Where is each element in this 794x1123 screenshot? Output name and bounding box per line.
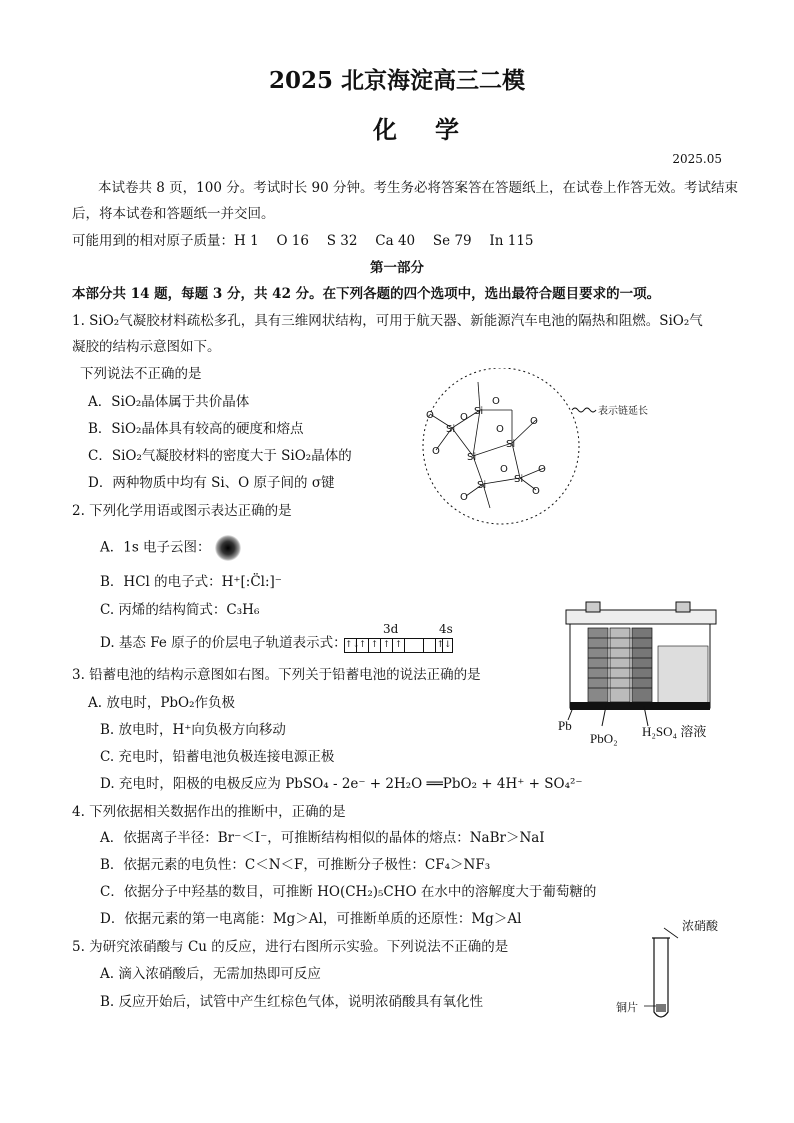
q2-option-b: B．HCl 的电子式：H⁺[:C̈l:]⁻ (100, 574, 282, 590)
label-pb: Pb (558, 718, 572, 733)
atom-si: Si (514, 474, 524, 485)
chain-extension-legend: 表示链延长 (598, 406, 648, 417)
q3-stem: 3. 铅蓄电池的结构示意图如右图。下列关于铅蓄电池的说法正确的是 (72, 667, 481, 683)
orbital-box-empty (404, 638, 424, 653)
label-conc-nitric-acid: 浓硝酸 (682, 919, 719, 933)
subject-title: 化学 (373, 115, 497, 144)
atom-o: O (460, 492, 468, 503)
atom-si: Si (477, 480, 487, 491)
atom-o: O (426, 410, 434, 421)
q5-stem: 5. 为研究浓硝酸与 Cu 的反应，进行右图所示实验。下列说法不正确的是 (72, 939, 509, 955)
q1-option-a: A．SiO₂晶体属于共价晶体 (88, 394, 250, 410)
q2-stem: 2. 下列化学用语或图示表达正确的是 (72, 503, 292, 519)
q2-option-d (100, 631, 347, 651)
exam-date: 2025.05 (672, 152, 722, 166)
q1-option-c: C．SiO₂气凝胶材料的密度大于 SiO₂晶体的 (88, 448, 352, 464)
label-pbo2: PbO₂ (590, 731, 618, 746)
orbital-label-4s: 4s (439, 622, 453, 636)
atom-o: O (538, 464, 546, 475)
q4-option-d: D．依据元素的第一电离能：Mg＞Al，可推断单质的还原性：Mg＞Al (100, 911, 522, 927)
q4-option-b: B．依据元素的电负性：C＜N＜F，可推断分子极性：CF₄＞NF₃ (100, 857, 491, 873)
sio2-aerogel-diagram (408, 368, 678, 528)
page-title: 2025 北京海淀高三二模 (268, 67, 526, 94)
orbital-box: ↑ (368, 638, 381, 653)
q5-option-a: A. 滴入浓硝酸后，无需加热即可反应 (100, 966, 321, 982)
q2-option-c: C. 丙烯的结构简式：C₃H₆ (100, 602, 260, 618)
atom-o: O (500, 464, 508, 475)
q1-stem-2: 凝胶的结构示意图如下。 (72, 339, 221, 355)
q1-stem-3: 下列说法不正确的是 (80, 366, 202, 382)
orbital-box: ↑↓ (344, 638, 357, 653)
q3-option-b: B. 放电时，H⁺向负极方向移动 (100, 722, 286, 738)
atom-o: O (496, 424, 504, 435)
atom-si: Si (506, 439, 516, 450)
atom-o: O (530, 416, 538, 427)
orbital-diagram-3d (345, 635, 443, 654)
orbital-box: ↑ (380, 638, 393, 653)
q3-option-a: A. 放电时，PbO₂作负极 (88, 695, 236, 711)
orbital-box: ↑↓ (435, 638, 453, 653)
q2-option-a-text: A．1s 电子云图： (100, 539, 211, 556)
intro-line-2: 后，将本试卷和答题纸一并交回。 (72, 206, 275, 222)
q2-option-a (100, 535, 241, 561)
test-tube-diagram (608, 914, 758, 1026)
atom-si: Si (474, 406, 484, 417)
q1-stem-1: 1. SiO₂气凝胶材料疏松多孔，具有三维网状结构，可用于航天器、新能源汽车电池的隔热和阻燃。SiO₂气 (72, 313, 703, 329)
q5-option-b: B. 反应开始后，试管中产生红棕色气体，说明浓硝酸具有氧化性 (100, 994, 484, 1010)
atom-o: O (532, 486, 540, 497)
q3-option-d: D. 充电时，阳极的电极反应为 PbSO₄ - 2e⁻ + 2H₂O ══PbO₂ + 4H⁺ + SO₄²⁻ (100, 776, 583, 792)
orbital-box: ↑ (392, 638, 405, 653)
atom-si: Si (467, 452, 477, 463)
q1-option-b: B．SiO₂晶体具有较高的硬度和熔点 (88, 421, 304, 437)
label-copper-sheet: 铜片 (616, 1001, 638, 1014)
q2-option-d-text: D. 基态 Fe 原子的价层电子轨道表示式： (100, 635, 347, 651)
atomic-mass-line: 可能用到的相对原子质量：H 1 O 16 S 32 Ca 40 Se 79 In 115 (72, 233, 534, 249)
q4-option-c: C．依据分子中羟基的数目，可推断 HO(CH₂)₅CHO 在水中的溶解度大于葡萄糖的 (100, 884, 597, 900)
atom-o: O (432, 446, 440, 457)
atom-o: O (492, 396, 500, 407)
orbital-diagram-4s (436, 635, 453, 654)
intro-line-1: 本试卷共 8 页，100 分。考试时长 90 分钟。考生务必将答案答在答题纸上，在试卷上作答无效。考试结束 (98, 180, 738, 196)
atom-o: O (460, 412, 468, 423)
q3-option-c: C. 充电时，铅蓄电池负极连接电源正极 (100, 749, 335, 765)
lead-acid-battery-diagram (558, 598, 728, 748)
part1-instruction: 本部分共 14 题，每题 3 分，共 42 分。在下列各题的四个选项中，选出最符合题目要求的一项。 (72, 286, 661, 302)
electron-cloud-icon (215, 535, 241, 561)
orbital-label-3d: 3d (383, 622, 399, 636)
q1-option-d: D．两种物质中均有 Si、O 原子间的 σ键 (88, 475, 335, 491)
q4-option-a: A．依据离子半径：Br⁻＜I⁻，可推断结构相似的晶体的熔点：NaBr＞NaI (100, 830, 545, 846)
orbital-box: ↑ (356, 638, 369, 653)
q4-stem: 4. 下列依据相关数据作出的推断中，正确的是 (72, 804, 346, 820)
part1-heading: 第一部分 (370, 260, 424, 276)
label-h2so4: H₂SO₄ 溶液 (642, 724, 707, 739)
atom-si: Si (446, 424, 456, 435)
